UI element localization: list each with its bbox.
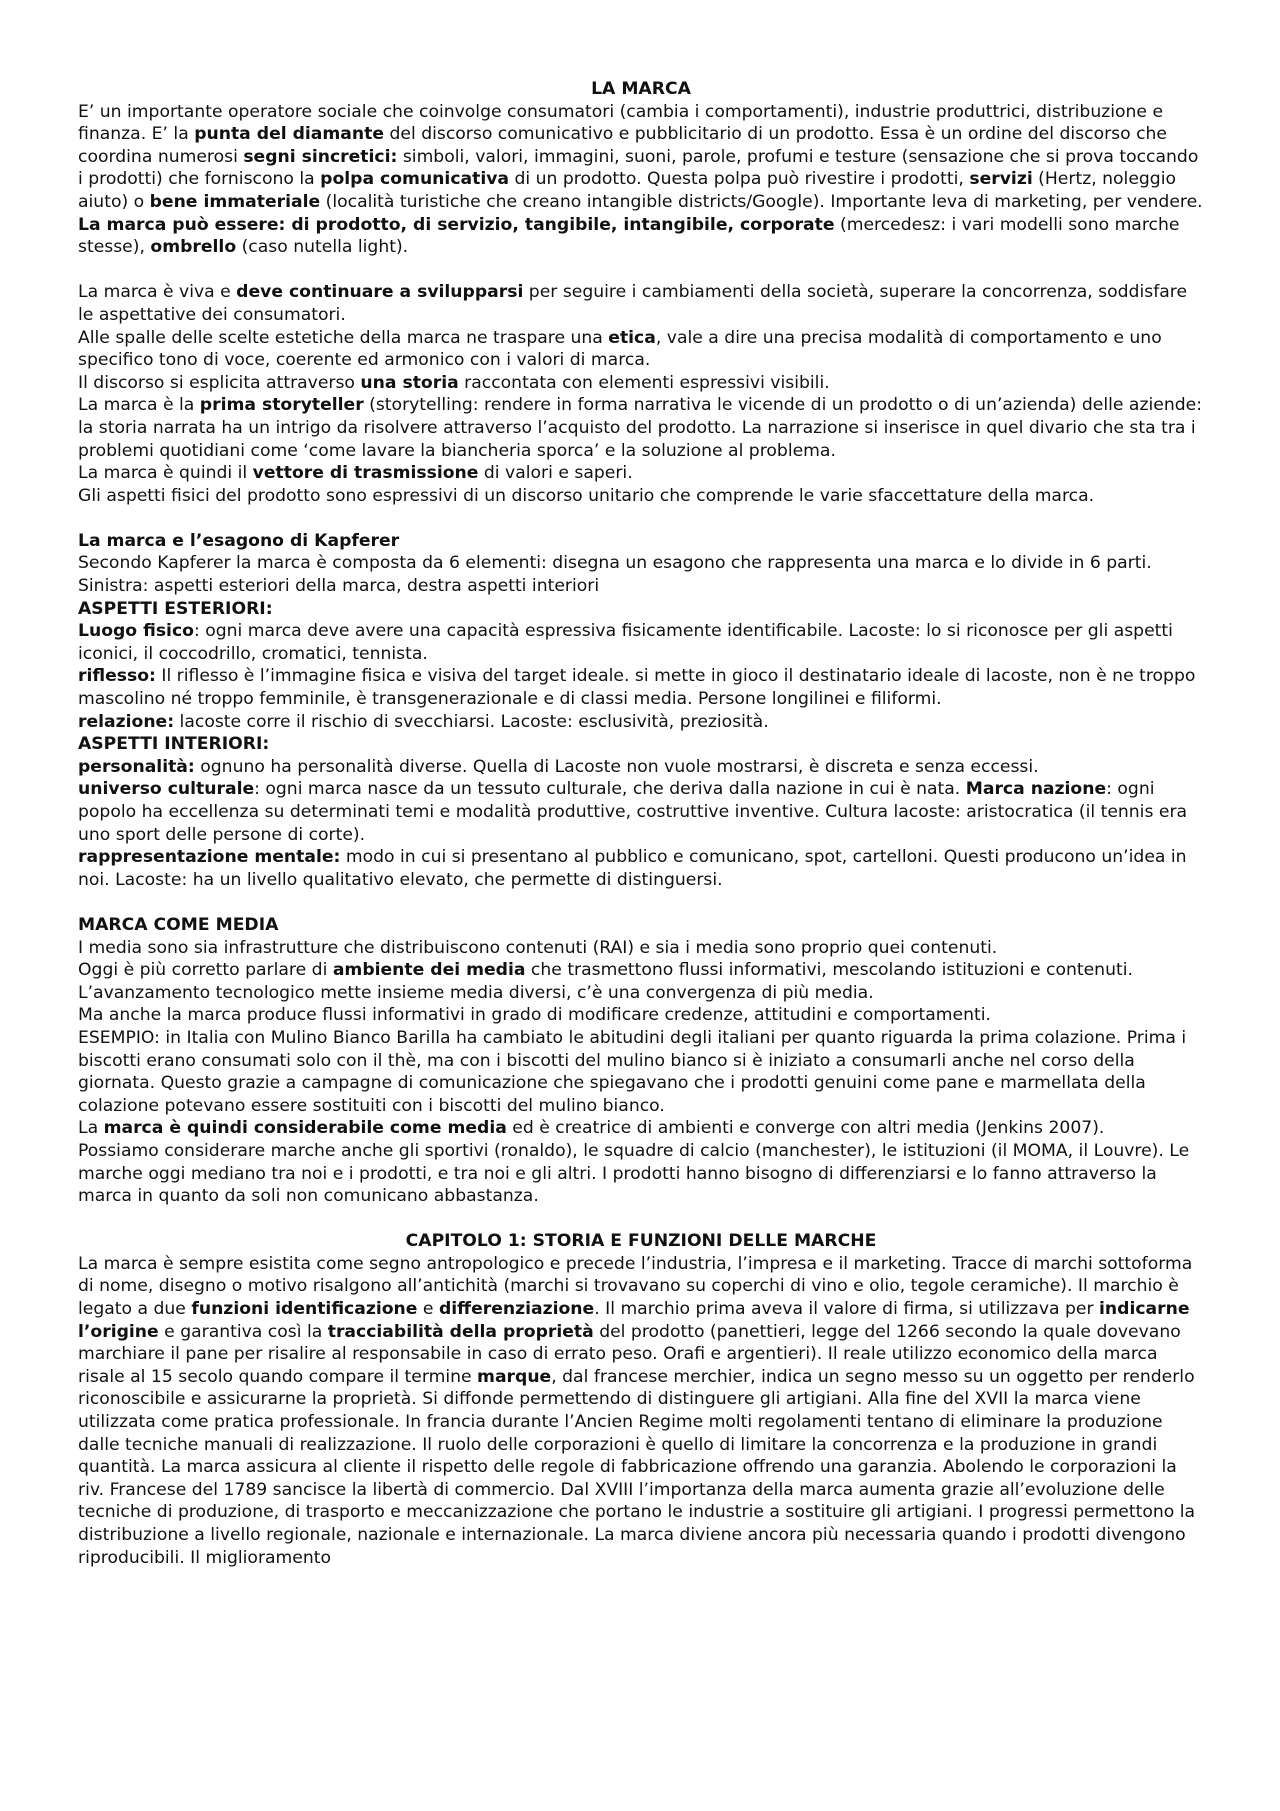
text-run: (Hertz, noleggio aiuto) o xyxy=(78,169,1177,212)
text-run: che trasmettono flussi informativi, mescolando istituzioni e contenuti. L’avanzamento tecnologico mette insieme media diversi, c’è una convergenza di più media. xyxy=(78,960,1133,1003)
paragraph xyxy=(78,485,1204,508)
text-run: per seguire i cambiamenti della società, superare la concorrenza, soddisfare le aspettative dei consumatori. xyxy=(78,282,1188,325)
text-run: ed è creatrice di ambienti e converge con altri media (Jenkins 2007). xyxy=(506,1118,1105,1139)
text-run: La xyxy=(78,1118,104,1139)
text-run: : ogni popolo ha eccellenza su determinati temi e modalità produttive, costruttive inventive. Cultura lacoste: aristocratica (il tennis era uno sport delle persone di corte). xyxy=(78,779,1188,845)
bold-text: marca è quindi considerabile come media xyxy=(103,1118,507,1139)
paragraph xyxy=(78,733,1204,756)
text-run: (mercedesz: i vari modelli sono marche stesse), xyxy=(78,214,1180,258)
paragraph xyxy=(78,1140,1204,1208)
bold-text: ASPETTI INTERIORI: xyxy=(78,734,270,755)
text-run: del prodotto (panettieri, legge del 1266 secondo la quale dovevano marchiare il pane per risalire al responsabile in caso di errato peso. Orafi e argentieri). Il reale utilizzo economico della marca risale al 15 secolo quando compare il termine xyxy=(78,1321,1181,1387)
text-run: Oggi è più corretto parlare di xyxy=(78,960,333,981)
paragraph xyxy=(78,665,1204,710)
document-title: LA MARCA xyxy=(591,79,691,99)
text-run: La marca è viva e xyxy=(78,282,237,303)
bold-text: una storia xyxy=(360,372,459,393)
text-run: Gli aspetti fisici del prodotto sono espressivi di un discorso unitario che comprende le varie sfaccettature della marca. xyxy=(78,485,1095,506)
text-run: , dal francese merchier, indica un segno messo su un oggetto per renderlo riconoscibile e assicurarne la proprietà. Si diffonde permettendo di distinguere gli artigiani. Alla fine del XVII la marca viene utilizzata come pratica professionale. In francia durante l’Ancien Regime molti regolamenti tentano di eliminare la produzione dalle tecniche manuali di realizzazione. Il ruolo delle corporazioni è quello di limitare la concorrenza e la produzione in grandi quantità. La marca assicura al cliente il rispetto delle regole di fabbricazione offrendo una garanzia. Abolendo le corporazioni la riv. Francese del 1789 sancisce la libertà di commercio. Dal XVIII l’importanza della marca aumenta grazie all’evoluzione delle tecniche di produzione, di trasporto e meccanizzazione che portano le industrie a sostituire gli artigiani. I progressi permettono la distribuzione a livello regionale, nazionale e internazionale. La marca diviene ancora più necessaria quando i prodotti divengono riproducibili. Il miglioramento xyxy=(78,1366,1196,1568)
text-run: del discorso comunicativo e pubblicitario di un prodotto. Essa è un ordine del discorso che coordina numerosi xyxy=(78,124,1168,167)
bold-text: segni sincretici: xyxy=(243,146,398,167)
bold-text: riflesso: xyxy=(78,666,156,687)
bold-text: ambiente dei media xyxy=(332,960,526,981)
text-run: di valori e saperi. xyxy=(478,463,633,484)
text-run: (caso nutella light). xyxy=(236,237,409,258)
text-run: simboli, valori, immagini, suoni, parole, profumi e testure (sensazione che si prova toccando i prodotti) che forniscono la xyxy=(78,146,1199,190)
text-run: e garantiva così la xyxy=(158,1321,328,1342)
document-page xyxy=(78,78,1204,1569)
document-body xyxy=(78,101,1204,1570)
text-run: La marca è quindi il xyxy=(78,463,253,484)
paragraph xyxy=(78,372,1204,395)
text-run: I media sono sia infrastrutture che distribuiscono contenuti (RAI) e sia i media sono proprio quei contenuti. xyxy=(78,937,998,958)
chapter-heading: CAPITOLO 1: STORIA E FUNZIONI DELLE MARCHE xyxy=(405,1231,877,1252)
paragraph xyxy=(78,462,1204,485)
bold-text: indicarne l’origine xyxy=(78,1299,1190,1342)
text-run: ognuno ha personalità diverse. Quella di Lacoste non vuole mostrarsi, è discreta e senza eccessi. xyxy=(194,756,1039,777)
text-run: Il riflesso è l’immagine fisica e visiva del target ideale. si mette in gioco il destinatario ideale di lacoste, non è ne troppo mascolino né troppo femminile, è transgenerazionale e di classi media. Persone longilinei e filiformi. xyxy=(78,666,1196,710)
paragraph xyxy=(78,552,1204,597)
paragraph xyxy=(78,327,1204,372)
text-run: (storytelling: rendere in forma narrativa le vicende di un prodotto o di un’azienda) delle aziende: la storia narrata ha un intrigo da risolvere attraverso l’acquisto del prodotto. La narrazione si inserisce in quel divario che sta tra i problemi quotidiani come ‘come lavare la biancheria sporca’ e la soluzione al problema. xyxy=(78,395,1202,461)
paragraph xyxy=(78,1253,1204,1569)
bold-text: etica xyxy=(608,327,656,348)
bold-text: Luogo fisico xyxy=(78,621,194,642)
bold-text: differenziazione xyxy=(438,1299,595,1320)
bold-text: vettore di trasmissione xyxy=(252,463,479,484)
text-run: : ogni marca nasce da un tessuto culturale, che deriva dalla nazione in cui è nata. xyxy=(254,779,966,800)
paragraph xyxy=(78,394,1204,462)
paragraph xyxy=(78,959,1204,1004)
paragraph xyxy=(78,1004,1204,1027)
text-run: ESEMPIO: in Italia con Mulino Bianco Barilla ha cambiato le abitudini degli italiani per quanto riguarda la prima colazione. Prima i biscotti erano consumati solo con il thè, ma con i biscotti del mulino bianco si è iniziato a consumarli anche nel corso della giornata. Questo grazie a campagne di comunicazione che spiegavano che i prodotti genuini come pane e marmellata della colazione potevano essere sostituiti con i biscotti del mulino bianco. xyxy=(78,1027,1187,1116)
paragraph xyxy=(78,281,1204,326)
bold-text: universo culturale xyxy=(78,779,255,800)
paragraph xyxy=(78,778,1204,846)
bold-text: ASPETTI ESTERIORI: xyxy=(78,598,273,619)
text-run: E’ un importante operatore sociale che coinvolge consumatori (cambia i comportamenti), industrie produttrici, distribuzione e finanza. E’ la xyxy=(78,101,1164,145)
text-run: modo in cui si presentano al pubblico e comunicano, spot, cartelloni. Questi producono un’idea in noi. Lacoste: ha un livello qualitativo elevato, che permette di distinguersi. xyxy=(78,847,1187,890)
text-run: Alle spalle delle scelte estetiche della marca ne traspare una xyxy=(78,327,609,348)
paragraph xyxy=(78,101,1204,259)
text-run: , vale a dire una precisa modalità di comportamento e uno specifico tono di voce, coerente ed armonico con i valori di marca. xyxy=(78,327,1162,371)
bold-text: polpa comunicativa xyxy=(320,169,510,190)
text-run: raccontata con elementi espressivi visibili. xyxy=(458,372,830,393)
bold-text: bene immateriale xyxy=(149,191,321,212)
paragraph xyxy=(78,914,1204,937)
paragraph xyxy=(78,711,1204,734)
paragraph xyxy=(78,598,1204,621)
bold-text: marque xyxy=(477,1366,552,1387)
bold-text: relazione: xyxy=(78,711,175,732)
text-run: Ma anche la marca produce flussi informativi in grado di modificare credenze, attitudini e comportamenti. xyxy=(78,1005,991,1026)
bold-text: deve continuare a svilupparsi xyxy=(236,282,524,303)
text-run: di un prodotto. Questa polpa può rivestire i prodotti, xyxy=(509,169,970,190)
bold-text: funzioni identificazione xyxy=(191,1299,418,1320)
bold-text: MARCA COME MEDIA xyxy=(78,914,279,935)
bold-text: La marca e l’esagono di Kapferer xyxy=(78,530,400,551)
bold-text: Marca nazione xyxy=(965,779,1107,800)
paragraph-gap xyxy=(78,1208,1204,1231)
bold-text: ombrello xyxy=(150,237,237,258)
paragraph xyxy=(78,756,1204,779)
paragraph-gap xyxy=(78,259,1204,282)
paragraph xyxy=(78,937,1204,960)
paragraph xyxy=(78,620,1204,665)
bold-text: tracciabilità della proprietà xyxy=(327,1321,594,1342)
text-run: (località turistiche che creano intangible districts/Google). Importante leva di marketing, per vendere. xyxy=(320,191,1203,212)
text-run: : ogni marca deve avere una capacità espressiva fisicamente identificabile. Lacoste: lo si riconosce per gli aspetti iconici, il coccodrillo, cromatici, tennista. xyxy=(78,621,1173,664)
bold-text: rappresentazione mentale: xyxy=(78,847,341,868)
bold-text: prima storyteller xyxy=(199,395,364,416)
bold-text: punta del diamante xyxy=(194,124,385,145)
text-run: . Il marchio prima aveva il valore di firma, si utilizzava per xyxy=(594,1299,1100,1320)
bold-text: servizi xyxy=(969,169,1033,190)
paragraph xyxy=(78,530,1204,553)
paragraph-gap xyxy=(78,891,1204,914)
text-run: Secondo Kapferer la marca è composta da 6 elementi: disegna un esagono che rappresenta una marca e lo divide in 6 parti. Sinistra: aspetti esteriori della marca, destra aspetti interiori xyxy=(78,553,1152,597)
paragraph xyxy=(78,1117,1204,1140)
text-run: lacoste corre il rischio di svecchiarsi. Lacoste: esclusività, preziosità. xyxy=(174,711,769,732)
text-run: e xyxy=(417,1299,439,1320)
paragraph xyxy=(78,1027,1204,1117)
bold-text: La marca può essere: di prodotto, di servizio, tangibile, intangibile, corporate xyxy=(78,214,835,235)
text-run: La marca è sempre esistita come segno antropologico e precede l’industria, l’impresa e il marketing. Tracce di marchi sottoforma di nome, disegno o motivo risalgono all’antichità (marchi si trovavano su coperchi di vino e olio, tegole ceramiche). Il marchio è legato a due xyxy=(78,1253,1193,1320)
paragraph-gap xyxy=(78,507,1204,530)
text-run: La marca è la xyxy=(78,395,200,416)
paragraph xyxy=(78,846,1204,891)
text-run: Possiamo considerare marche anche gli sportivi (ronaldo), le squadre di calcio (manchester), le istituzioni (il MOMA, il Louvre). Le marche oggi mediano tra noi e i prodotti, e tra noi e gli altri. I prodotti hanno bisogno di differenziarsi e lo fanno attraverso la marca in quanto da soli non comunicano abbastanza. xyxy=(78,1140,1190,1207)
text-run: Il discorso si esplicita attraverso xyxy=(78,372,361,393)
bold-text: personalità: xyxy=(78,756,195,777)
